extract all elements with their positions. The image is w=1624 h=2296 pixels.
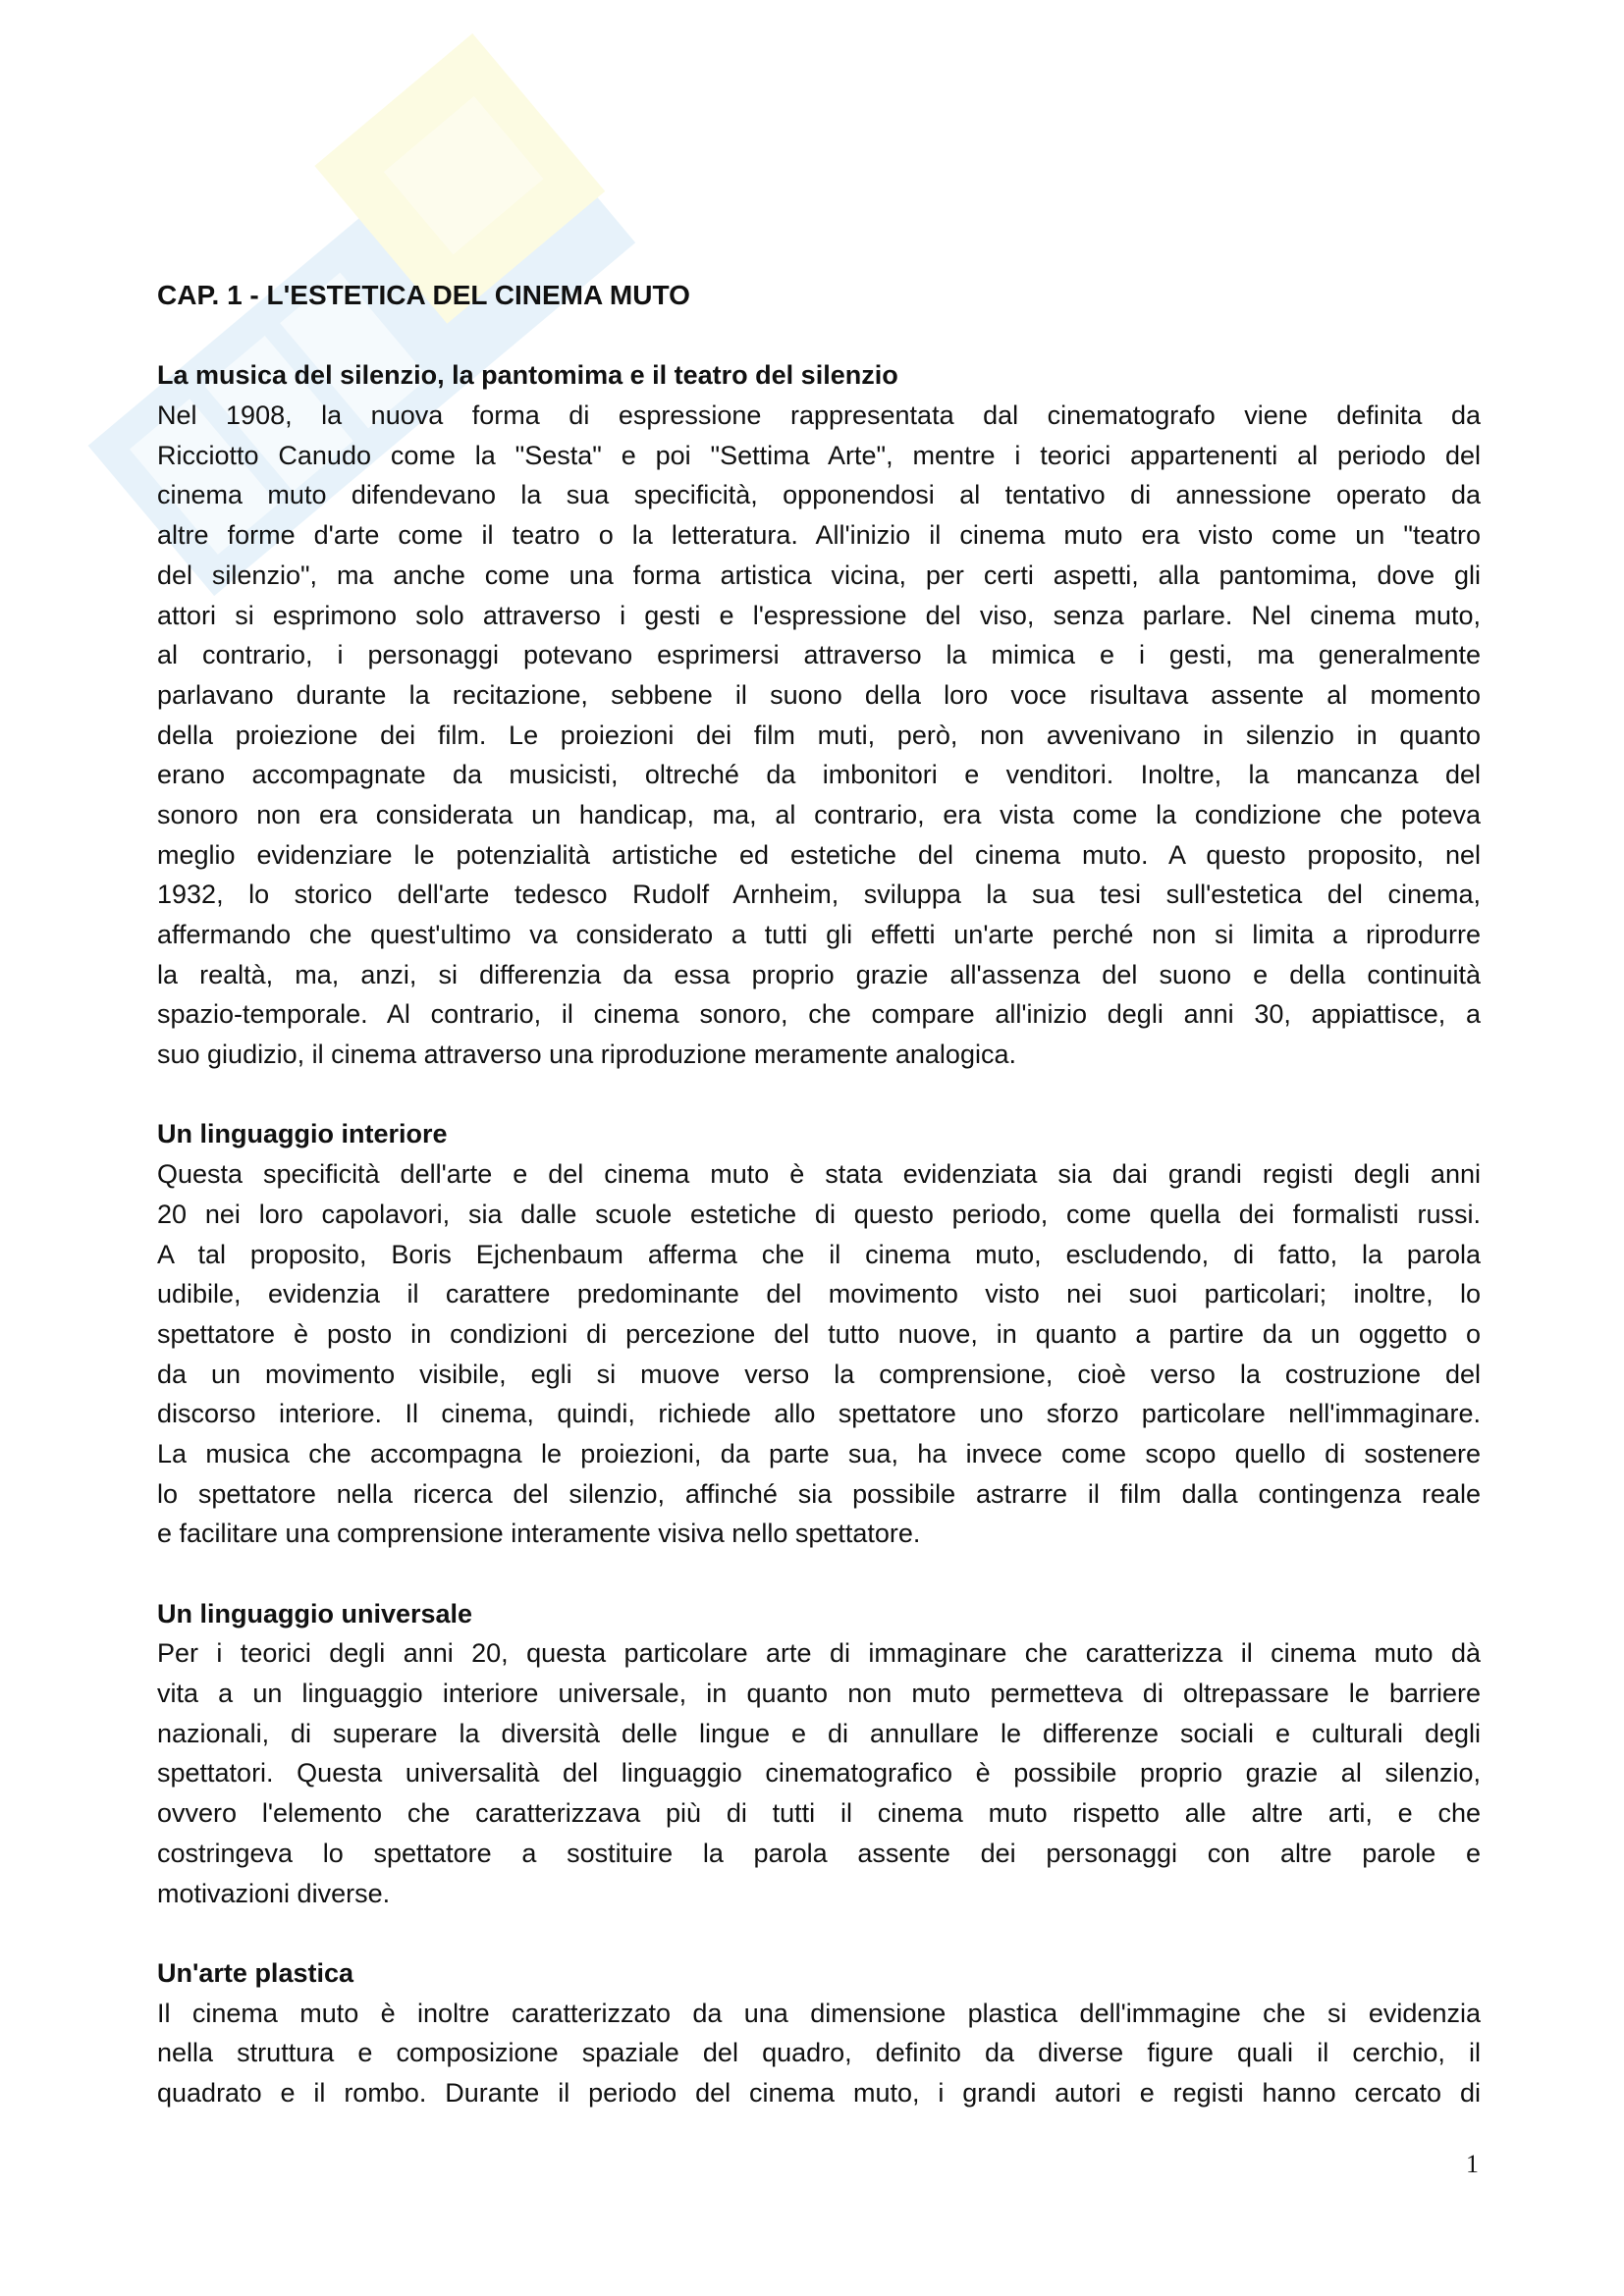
paragraph-line: sonoro non era considerata un handicap, ma, al contrario, era vista come la condizione che poteva [157, 799, 1481, 829]
paragraph-line: Il cinema muto è inoltre caratterizzato da una dimensione plastica dell'immagine che si evidenzia [157, 1998, 1481, 2028]
paragraph-line: Ricciotto Canudo come la "Sesta" e poi "Settima Arte", mentre i teorici appartenenti al periodo del [157, 440, 1481, 470]
paragraph-line: 1932, lo storico dell'arte tedesco Rudolf Arnheim, sviluppa la sua tesi sull'estetica del cinema, [157, 880, 1481, 910]
paragraph-line: Nel 1908, la nuova forma di espressione rappresentata dal cinematografo viene definita da [157, 400, 1481, 431]
section-heading: Un linguaggio interiore [157, 1119, 448, 1149]
paragraph-line: parlavano durante la recitazione, sebbene il suono della loro voce risultava assente al momento [157, 679, 1481, 710]
document-body [157, 276, 1481, 2113]
paragraph-line: e facilitare una comprensione interamente visiva nello spettatore. [157, 1519, 921, 1549]
paragraph-line: vita a un linguaggio interiore universale, in quanto non muto permetteva di oltrepassare le barriere [157, 1679, 1481, 1709]
paragraph-line: cinema muto difendevano la sua specificità, opponendosi al tentativo di annessione operato da [157, 480, 1481, 510]
paragraph-line: udibile, evidenzia il carattere predominante del movimento visto nei suoi particolari; inoltre, lo [157, 1279, 1481, 1309]
paragraph-line: la realtà, ma, anzi, si differenzia da essa proprio grazie all'assenza del suono e della continuità [157, 959, 1481, 989]
section-heading: La musica del silenzio, la pantomima e il teatro del silenzio [157, 360, 898, 391]
paragraph-line: motivazioni diverse. [157, 1878, 391, 1908]
paragraph-line: meglio evidenziare le potenzialità artistiche ed estetiche del cinema muto. A questo proposito, nel [157, 839, 1481, 870]
paragraph-line: nella struttura e composizione spaziale del quadro, definito da diverse figure quali il cerchio, il [157, 2038, 1481, 2068]
paragraph-line: nazionali, di superare la diversità delle lingue e di annullare le differenze sociali e culturali degli [157, 1718, 1481, 1748]
blank-line [157, 1554, 1481, 1594]
paragraph-line: Per i teorici degli anni 20, questa particolare arte di immaginare che caratterizza il cinema muto dà [157, 1638, 1481, 1669]
paragraph-line: discorso interiore. Il cinema, quindi, richiede allo spettatore uno sforzo particolare nell'immaginare. [157, 1399, 1481, 1429]
paragraph-line: A tal proposito, Boris Ejchenbaum afferma che il cinema muto, escludendo, di fatto, la parola [157, 1239, 1481, 1269]
paragraph-line: spettatore è posto in condizioni di percezione del tutto nuove, in quanto a partire da un oggetto o [157, 1318, 1481, 1349]
paragraph-line: suo giudizio, il cinema attraverso una riproduzione meramente analogica. [157, 1040, 1016, 1070]
paragraph-line: della proiezione dei film. Le proiezioni dei film muti, però, non avvenivano in silenzio in quanto [157, 720, 1481, 750]
section-heading: Un'arte plastica [157, 1957, 353, 1988]
paragraph-line: 20 nei loro capolavori, sia dalle scuole estetiche di questo periodo, come quella dei formalisti russi. [157, 1199, 1481, 1229]
section-heading: Un linguaggio universale [157, 1598, 473, 1629]
paragraph-line: costringeva lo spettatore a sostituire la parola assente dei personaggi con altre parole e [157, 1838, 1481, 1868]
paragraph-line: del silenzio", ma anche come una forma artistica vicina, per certi aspetti, alla pantomima, dove gli [157, 560, 1481, 590]
paragraph-line: Questa specificità dell'arte e del cinema muto è stata evidenziata sia dai grandi registi degli anni [157, 1159, 1481, 1190]
paragraph-line: erano accompagnate da musicisti, oltreché da imbonitori e venditori. Inoltre, la mancanza del [157, 760, 1481, 790]
blank-line [157, 316, 1481, 356]
blank-line [157, 1075, 1481, 1115]
paragraph-line: La musica che accompagna le proiezioni, da parte sua, ha invece come scopo quello di sostenere [157, 1438, 1481, 1468]
paragraph-line: al contrario, i personaggi potevano esprimersi attraverso la mimica e i gesti, ma generalmente [157, 640, 1481, 670]
paragraph-line: affermando che quest'ultimo va considerato a tutti gli effetti un'arte perché non si limita a riprodurre [157, 920, 1481, 949]
paragraph-line: altre forme d'arte come il teatro o la letteratura. All'inizio il cinema muto era visto come un "teatro [157, 520, 1481, 551]
paragraph-line: quadrato e il rombo. Durante il periodo del cinema muto, i grandi autori e registi hanno cercato di [157, 2077, 1481, 2108]
page-number: 1 [1466, 2150, 1479, 2178]
paragraph-line: lo spettatore nella ricerca del silenzio, affinché sia possibile astrarre il film dalla contingenza reale [157, 1478, 1481, 1509]
paragraph-line: da un movimento visibile, egli si muove verso la comprensione, cioè verso la costruzione del [157, 1359, 1481, 1389]
paragraph-line: ovvero l'elemento che caratterizzava più di tutti il cinema muto rispetto alle altre arti, e che [157, 1798, 1481, 1829]
blank-line [157, 1913, 1481, 1953]
paragraph-line: attori si esprimono solo attraverso i gesti e l'espressione del viso, senza parlare. Nel cinema muto, [157, 600, 1481, 630]
paragraph-line: spettatori. Questa universalità del linguaggio cinematografico è possibile proprio grazie al silenzio, [157, 1758, 1481, 1789]
document-title: CAP. 1 - L'ESTETICA DEL CINEMA MUTO [157, 280, 690, 310]
paragraph-line: spazio-temporale. Al contrario, il cinema sonoro, che compare all'inizio degli anni 30, appiattisce, a [157, 999, 1481, 1030]
